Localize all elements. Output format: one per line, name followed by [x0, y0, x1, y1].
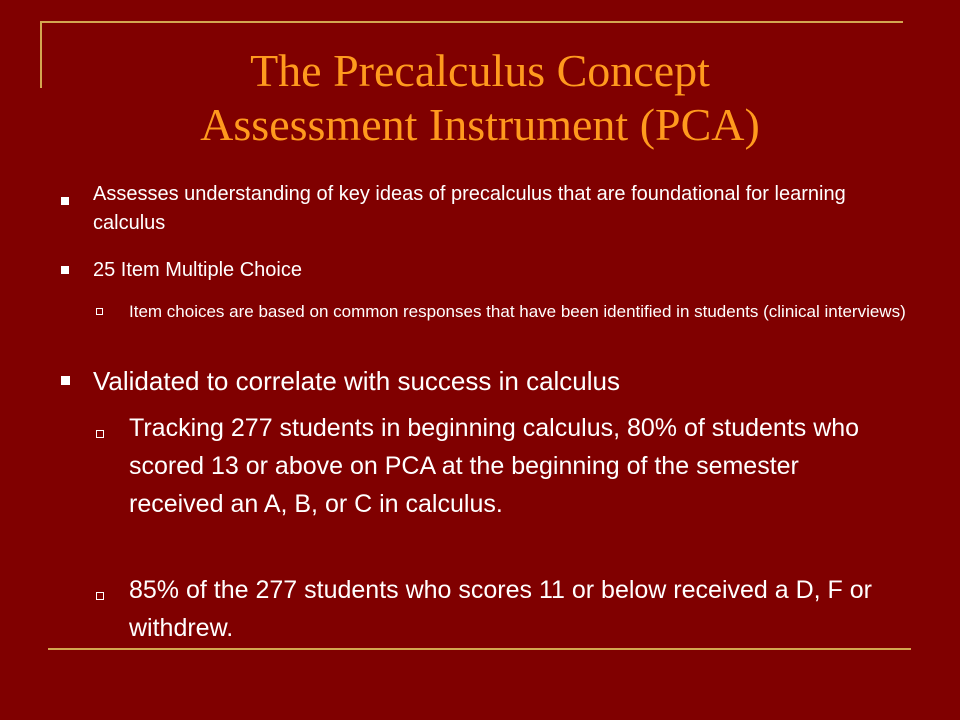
top-rule	[40, 21, 903, 23]
sub-bullet-text: 85% of the 277 students who scores 11 or below received a D, F or withdrew.	[129, 576, 872, 642]
bullet-text: 25 Item Multiple Choice	[93, 259, 302, 281]
bullet-marker	[61, 266, 69, 274]
slide-title	[60, 44, 900, 152]
sub-bullet-marker	[96, 430, 104, 438]
bullet-text: Assesses understanding of key ideas of precalculus that are foundational for learning calculus	[93, 183, 846, 234]
sub-bullet-marker	[96, 592, 104, 600]
sub-bullet-text: Item choices are based on common responses that have been identified in students (clinical interviews)	[129, 302, 906, 321]
title-line-2: Assessment Instrument (PCA)	[200, 99, 760, 150]
sub-bullet-text: Tracking 277 students in beginning calculus, 80% of students who scored 13 or above on PCA at the beginning of the semester received an A, B, or C in calculus.	[129, 414, 860, 518]
bottom-rule	[48, 648, 911, 650]
sub-bullet-marker	[96, 308, 103, 315]
bullet-marker	[61, 376, 70, 385]
bullet-marker	[61, 197, 69, 205]
bullet-text: Validated to correlate with success in calculus	[93, 366, 620, 396]
left-rule	[40, 21, 42, 88]
title-line-1: The Precalculus Concept	[250, 45, 710, 96]
